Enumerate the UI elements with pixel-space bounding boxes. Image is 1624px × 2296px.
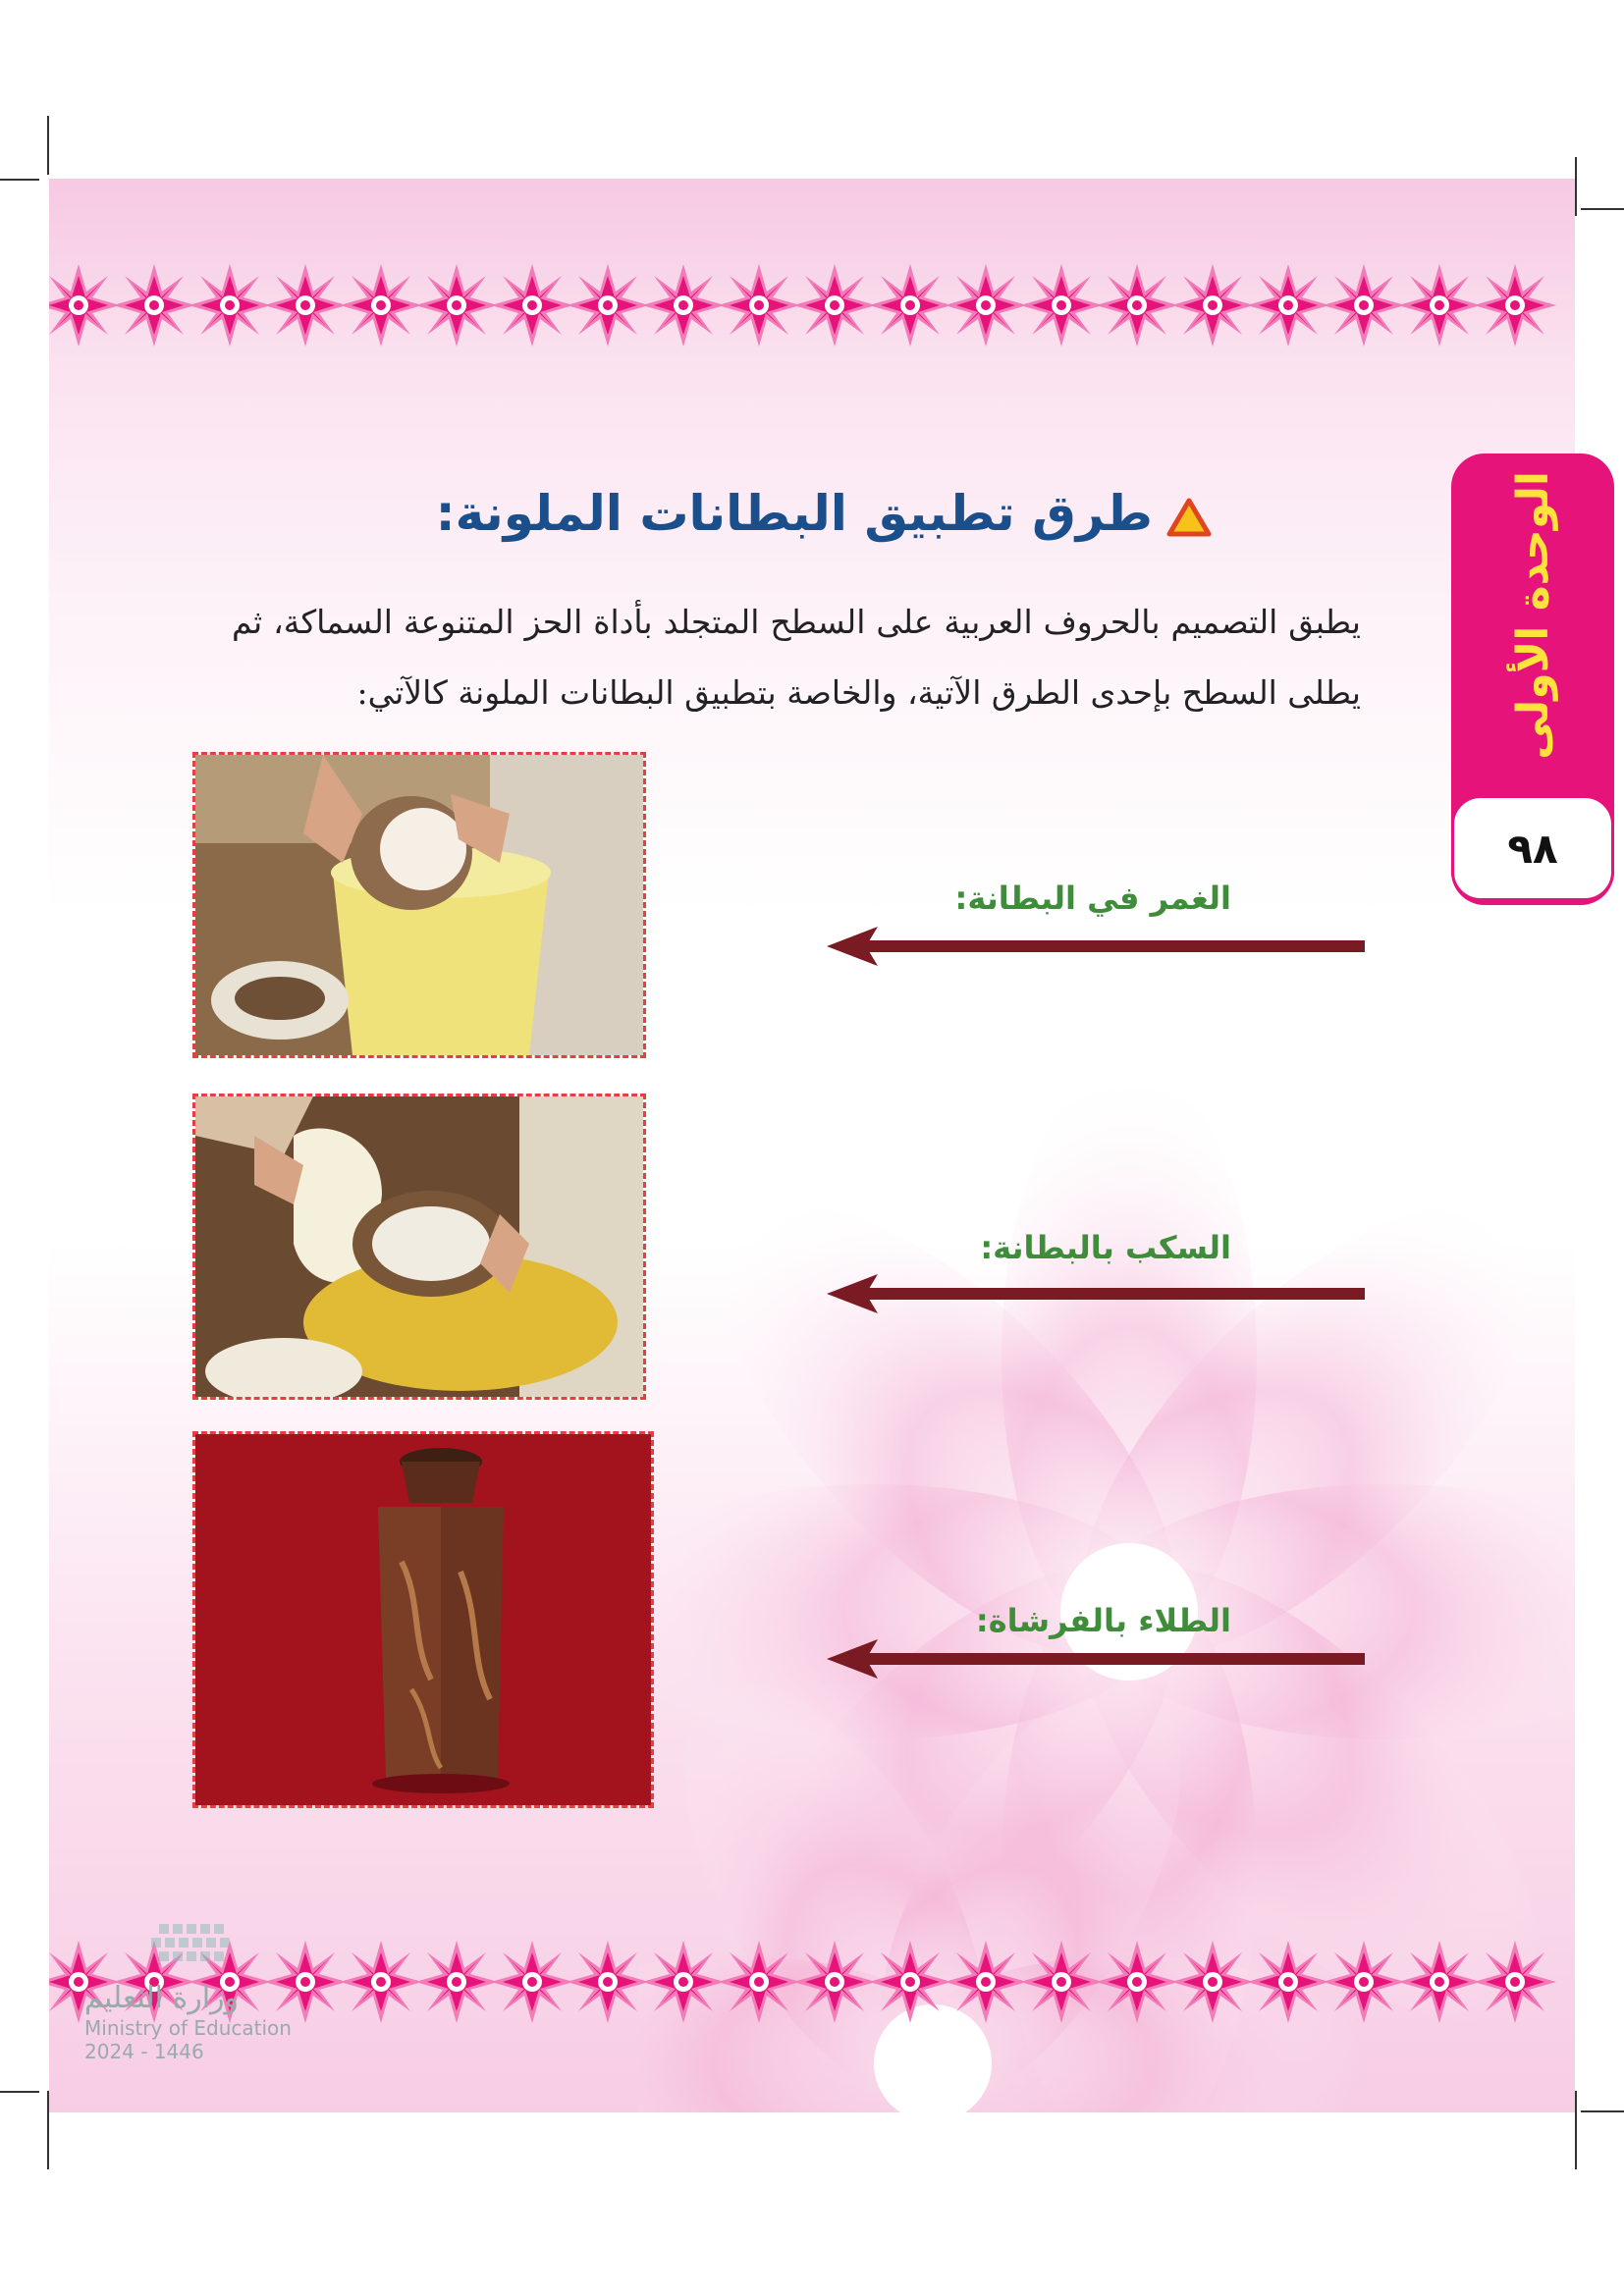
dipping-photo (192, 752, 646, 1058)
warning-triangle-icon (1166, 498, 1212, 537)
unit-tab-label (1451, 454, 1614, 777)
brushed-vase-photo (192, 1431, 654, 1808)
method-label-pouring: السكب بالبطانة: (980, 1229, 1231, 1266)
flower-border-bottom (49, 1938, 1575, 2026)
crop-mark (0, 2091, 39, 2093)
crop-mark (1575, 2091, 1577, 2169)
watermark-english: Ministry of Education (84, 2016, 292, 2040)
watermark-arabic: وزارة التعليم (84, 1981, 240, 2015)
arrow-left-icon (827, 1272, 1365, 1315)
page-number: ٩٨ (1507, 824, 1558, 873)
method-label-brushing: الطلاء بالفرشاة: (975, 1602, 1231, 1639)
pouring-photo (192, 1094, 646, 1400)
watermark-year: 2024 - 1446 (84, 2040, 204, 2063)
crop-mark (47, 116, 49, 175)
flower-border-top (49, 261, 1575, 349)
crop-mark (0, 179, 39, 181)
arrow-left-icon (827, 1637, 1365, 1681)
intro-paragraph: يطبق التصميم بالحروف العربية على السطح المتجلد بأداة الحز المتنوعة السماكة، ثم يطلى السطح بإحدى الطرق الآتية، والخاصة بتطبيق البطانات الملونة كالآتي: (232, 603, 1361, 712)
crop-mark (1575, 157, 1577, 216)
unit-label: الوحدة الأولى (1507, 471, 1558, 760)
crop-mark (1581, 2110, 1624, 2112)
arrow-left-icon (827, 925, 1365, 968)
crop-mark (1581, 208, 1624, 210)
page-number-box (1451, 795, 1614, 901)
method-label-dipping: الغمر في البطانة: (954, 880, 1231, 917)
section-title (436, 485, 1212, 542)
section-title-text: طرق تطبيق البطانات الملونة: (435, 485, 1153, 542)
